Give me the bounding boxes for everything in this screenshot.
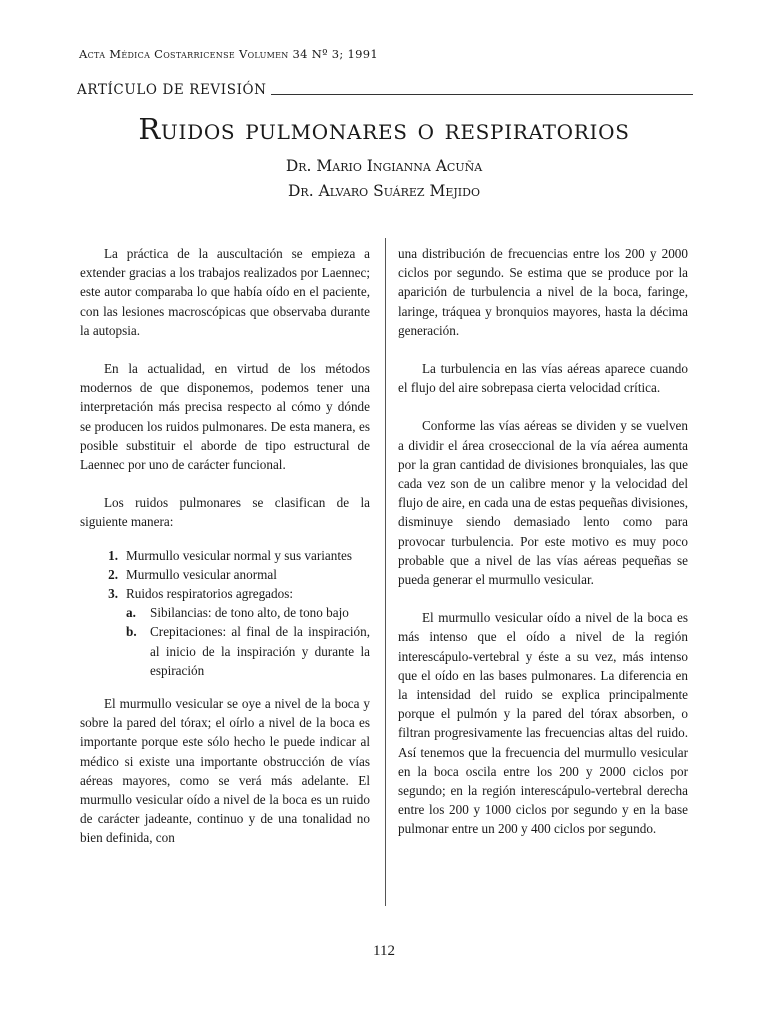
list-item — [80, 546, 370, 565]
list-item — [80, 584, 370, 603]
paragraph: En la actualidad, en virtud de los métodos modernos de que disponemos, podemos tener una interpretación más precisa respecto al cómo y dónde se producen los ruidos pulmonares. De esta manera, es posible substituir el aborde de tipo estructural de Laennec por uno de carácter funcional. — [80, 361, 370, 473]
section-rule — [271, 94, 693, 95]
article-title: Ruidos pulmonares o respiratorios — [138, 112, 630, 146]
sublist-item — [80, 622, 370, 680]
journal-header: Acta Médica Costarricense Volumen 34 Nº 3; 1991 — [79, 47, 378, 61]
list-text: Ruidos respiratorios agregados: — [126, 586, 294, 602]
sublist-letter: a. — [126, 605, 136, 621]
paragraph: Los ruidos pulmonares se clasifican de la siguiente manera: — [80, 495, 370, 530]
sublist-text: Sibilancias: de tono alto, de tono bajo — [150, 605, 349, 621]
list-number: 1. — [108, 547, 118, 563]
author-list — [0, 154, 768, 204]
list-number: 2. — [108, 566, 118, 582]
author-2: Dr. Alvaro Suárez Mejido — [288, 182, 480, 200]
sublist-text: Crepitaciones: al final de la inspiración, al inicio de la inspiración y durante la espiración — [150, 624, 370, 678]
list-number: 3. — [108, 586, 118, 602]
sublist-letter: b. — [126, 624, 137, 640]
section-heading — [77, 82, 693, 98]
sublist-item — [80, 603, 370, 622]
left-column — [80, 244, 370, 848]
list-text: Murmullo vesicular normal y sus variantes — [126, 547, 352, 563]
paragraph: La turbulencia en las vías aéreas aparece cuando el flujo del aire sobrepasa cierta velocidad crítica. — [398, 361, 688, 396]
paragraph: una distribución de frecuencias entre los 200 y 2000 ciclos por segundo. Se estima que se produce por la aparición de turbulencia a nivel de la boca, faringe, laringe, tráquea y bronquios mayores, hasta la décima generación. — [398, 246, 688, 338]
classification-list — [80, 546, 370, 680]
paragraph: La práctica de la auscultación se empieza a extender gracias a los trabajos realizados por Laennec; este autor comparaba lo que había oído en el paciente, con las lesiones macroscópicas que observaba durante la autopsia. — [80, 246, 370, 338]
paragraph: El murmullo vesicular oído a nivel de la boca es más intenso que el oído a nivel de la región interescápulo-vertebral y éste a su vez, más intenso que el oído en las bases pulmonares. La diferencia en la intensidad del ruido se explica principalmente porque el pulmón y la pared del tórax absorben, o filtran progresivamente las frecuencias altas del ruido. Así tenemos que la frecuencia del murmullo vesicular en la boca oscila entre los 200 y 2000 ciclos por segundo; en la región interescápulo-vertebral derecha entre los 200 y 1000 ciclos por segundo y en la base pulmonar entre un 200 y 400 ciclos por segundo. — [398, 610, 688, 837]
paragraph: Conforme las vías aéreas se dividen y se vuelven a dividir el área croseccional de la vía aérea aumenta por la gran cantidad de divisiones bronquiales, las que cada vez son de un calibre menor y la velocidad del flujo de aire, en cada una de estas pequeñas divisiones, disminuye siendo demasiado lento como para provocar turbulencia. Por este motivo es muy poco probable que a nivel de las vías aéreas pequeñas se pueda generar el murmullo vesicular. — [398, 418, 688, 588]
author-1: Dr. Mario Ingianna Acuña — [285, 157, 483, 175]
page-number: 112 — [373, 943, 395, 959]
right-column — [398, 244, 688, 839]
list-item — [80, 565, 370, 584]
list-text: Murmullo vesicular anormal — [126, 566, 277, 582]
column-divider — [385, 238, 386, 906]
paragraph: El murmullo vesicular se oye a nivel de la boca y sobre la pared del tórax; el oírlo a nivel de la boca es importante porque este sólo hecho le puede indicar al médico si existe una importante obstrucción de vías aéreas mayores, como se verá más adelante. El murmullo vesicular oído a nivel de la boca es un ruido de carácter jadeante, continuo y de una tonalidad no bien definida, con — [80, 696, 370, 846]
section-label: ARTÍCULO DE REVISIÓN — [77, 82, 267, 98]
